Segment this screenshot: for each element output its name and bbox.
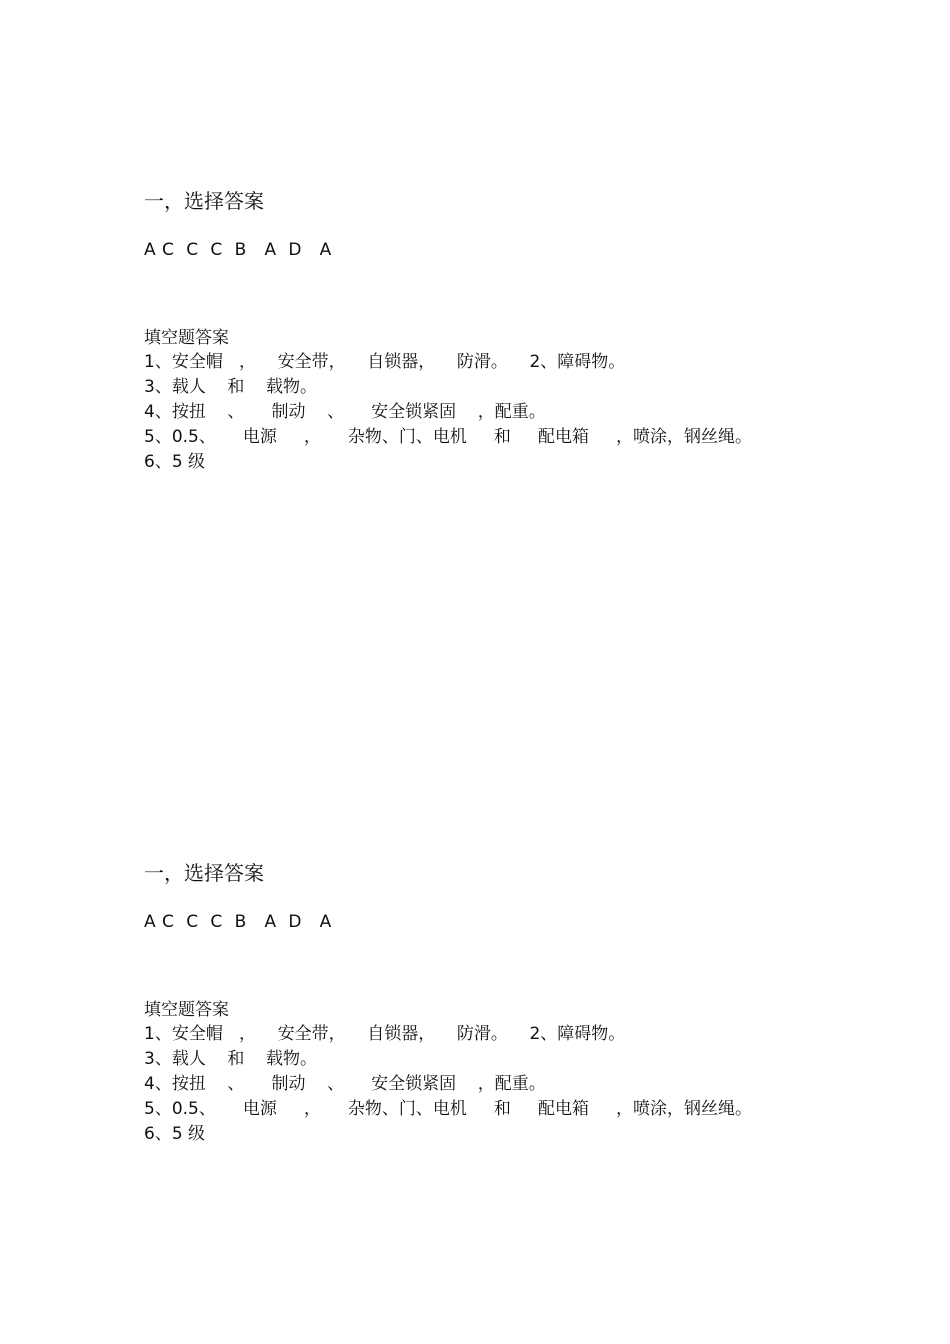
choice-answers: A C C C B A D A: [144, 240, 332, 260]
fill-blank-line-5: 6、5 级: [144, 452, 206, 472]
answer-section-2: [144, 858, 844, 1147]
fill-blank-line-3: 4、按扭 、 制动 、 安全锁紧固 ，配重。: [144, 1074, 546, 1094]
choice-answers-heading: 一，选择答案: [144, 189, 264, 213]
fill-blank-line-2: 3、载人 和 载物。: [144, 377, 318, 397]
fill-blank-title: 填空题答案: [144, 1000, 229, 1020]
fill-blank-line-1: 1、安全帽 ， 安全带， 自锁器， 防滑。 2、障碍物。: [144, 1024, 626, 1044]
fill-blank-line-4: 5、0.5、 电源 ， 杂物、门、电机 和 配电箱 ，喷涂，钢丝绳。: [144, 427, 752, 447]
fill-blank-line-2: 3、载人 和 载物。: [144, 1049, 318, 1069]
answer-section-1: [144, 186, 844, 475]
fill-blank-line-1: 1、安全帽 ， 安全带， 自锁器， 防滑。 2、障碍物。: [144, 352, 626, 372]
fill-blank-line-5: 6、5 级: [144, 1124, 206, 1144]
choice-answers-heading: 一，选择答案: [144, 861, 264, 885]
fill-blank-title: 填空题答案: [144, 328, 229, 348]
fill-blank-line-4: 5、0.5、 电源 ， 杂物、门、电机 和 配电箱 ，喷涂，钢丝绳。: [144, 1099, 752, 1119]
choice-answers: A C C C B A D A: [144, 912, 332, 932]
fill-blank-line-3: 4、按扭 、 制动 、 安全锁紧固 ，配重。: [144, 402, 546, 422]
